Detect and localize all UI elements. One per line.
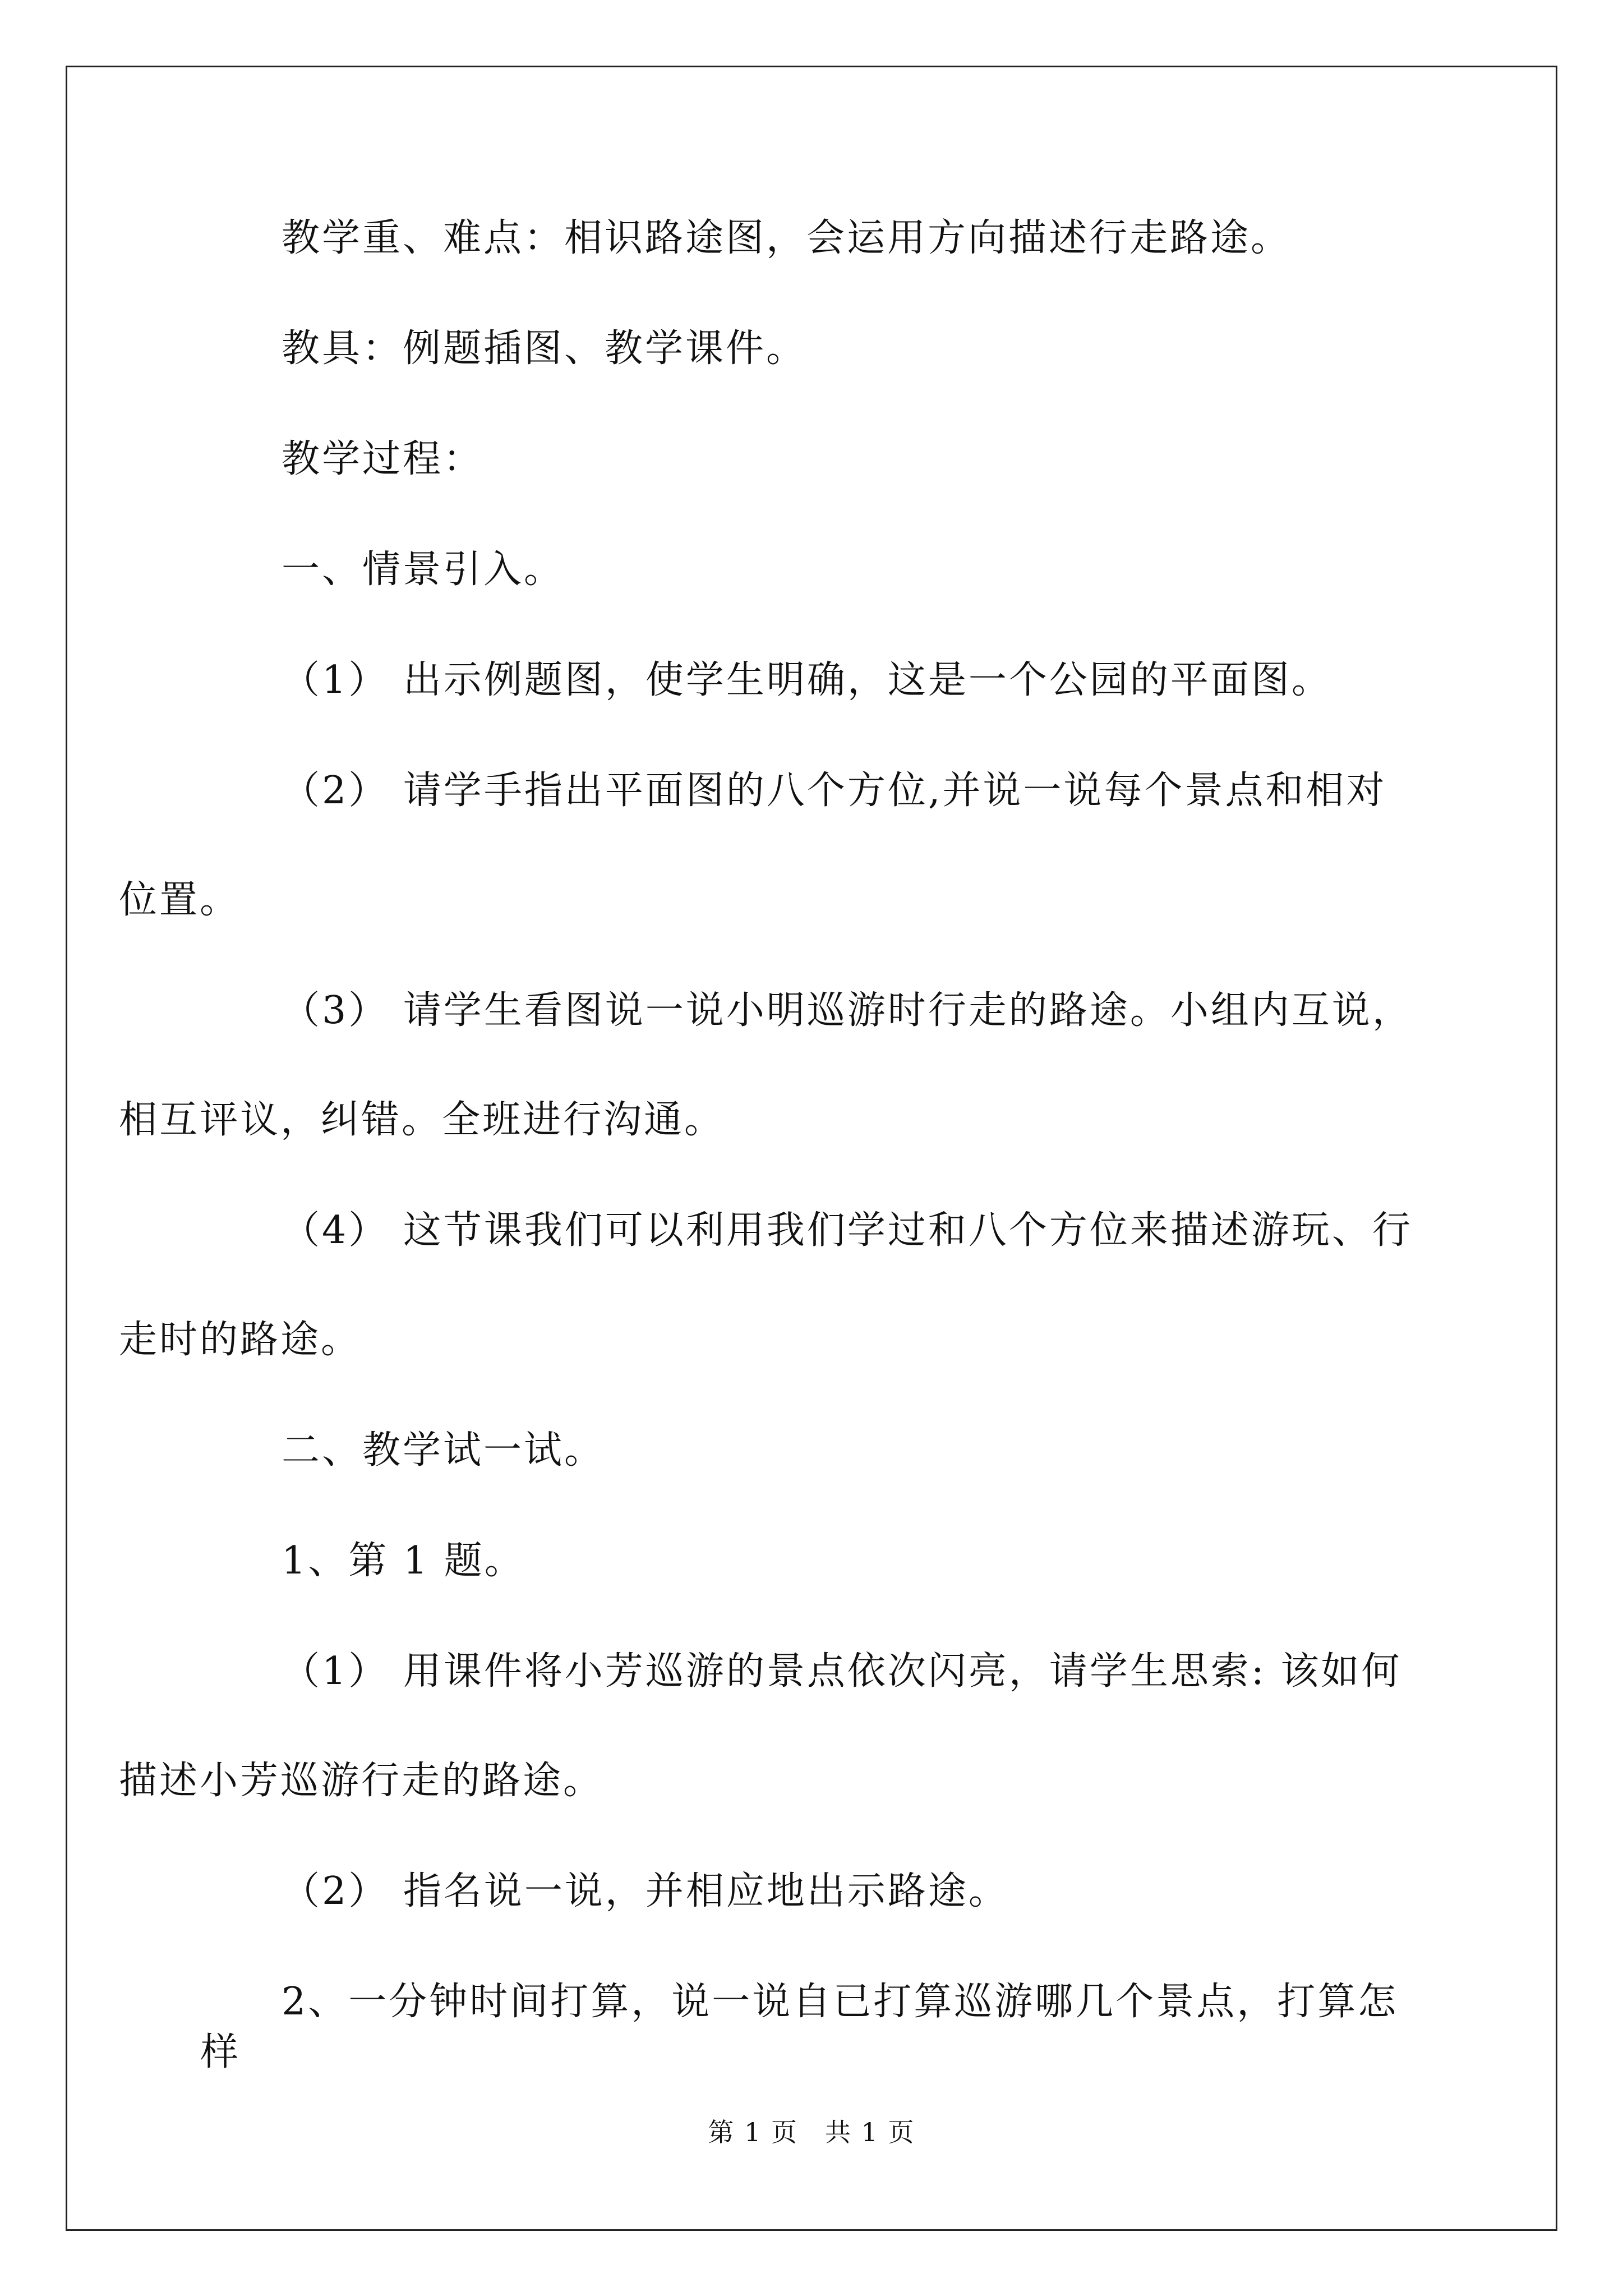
paragraph-continuation: 走时的路途。 (119, 1318, 362, 1362)
paragraph-continuation: 相互评议，纠错。全班进行沟通。 (119, 1098, 725, 1142)
paragraph-continuation: 描述小芳巡游行走的路途。 (119, 1759, 604, 1803)
document-body (119, 213, 1423, 2138)
paragraph-question-1-part-2 (200, 1866, 1423, 1917)
paragraph-key-points (200, 213, 1423, 264)
section-heading-try (200, 1425, 1423, 1476)
paragraph-text: 教学重、难点：相识路途图，会运用方向描述行走路途。 (282, 216, 1292, 260)
paragraph-text: （1） 出示例题图，使学生明确，这是一个公园的平面图。 (282, 658, 1332, 702)
paragraph-text: （3） 请学生看图说一说小明巡游时行走的路途。小组内互说， (282, 988, 1413, 1033)
paragraph-text: 一、情景引入。 (282, 547, 565, 592)
paragraph-step-1 (200, 655, 1423, 706)
paragraph-question-1-part-1 (119, 1646, 1423, 1806)
paragraph-step-3 (119, 986, 1423, 1145)
paragraph-text: 1、第 1 题。 (282, 1539, 525, 1583)
paragraph-question-1 (200, 1536, 1423, 1586)
page-footer (0, 2112, 1623, 2149)
paragraph-text: （2） 请学手指出平面图的八个方位,并说一说每个景点和相对 (282, 769, 1387, 813)
paragraph-text: 教具：例题插图、教学课件。 (282, 326, 807, 371)
paragraph-question-2 (200, 1977, 1423, 2078)
paragraph-step-4 (119, 1205, 1423, 1365)
paragraph-text: 2、一分钟时间打算，说一说自已打算巡游哪几个景点，打算怎样 (200, 1980, 1399, 2074)
paragraph-teaching-aids (200, 324, 1423, 374)
paragraph-continuation: 位置。 (119, 878, 241, 922)
paragraph-text: （2） 指名说一说，并相应地出示路途。 (282, 1869, 1009, 1913)
page-number-label: 第 1 页 共 1 页 (708, 2117, 915, 2147)
section-heading-intro (200, 545, 1423, 595)
paragraph-process-heading (200, 434, 1423, 485)
paragraph-step-2 (119, 766, 1423, 926)
paragraph-text: 二、教学试一试。 (282, 1428, 605, 1473)
paragraph-text: （4） 这节课我们可以利用我们学过和八个方位来描述游玩、行 (282, 1208, 1413, 1253)
paragraph-text: 教学过程： (282, 437, 484, 481)
paragraph-text: （1） 用课件将小芳巡游的景点依次闪亮，请学生思索: 该如何 (282, 1649, 1402, 1694)
